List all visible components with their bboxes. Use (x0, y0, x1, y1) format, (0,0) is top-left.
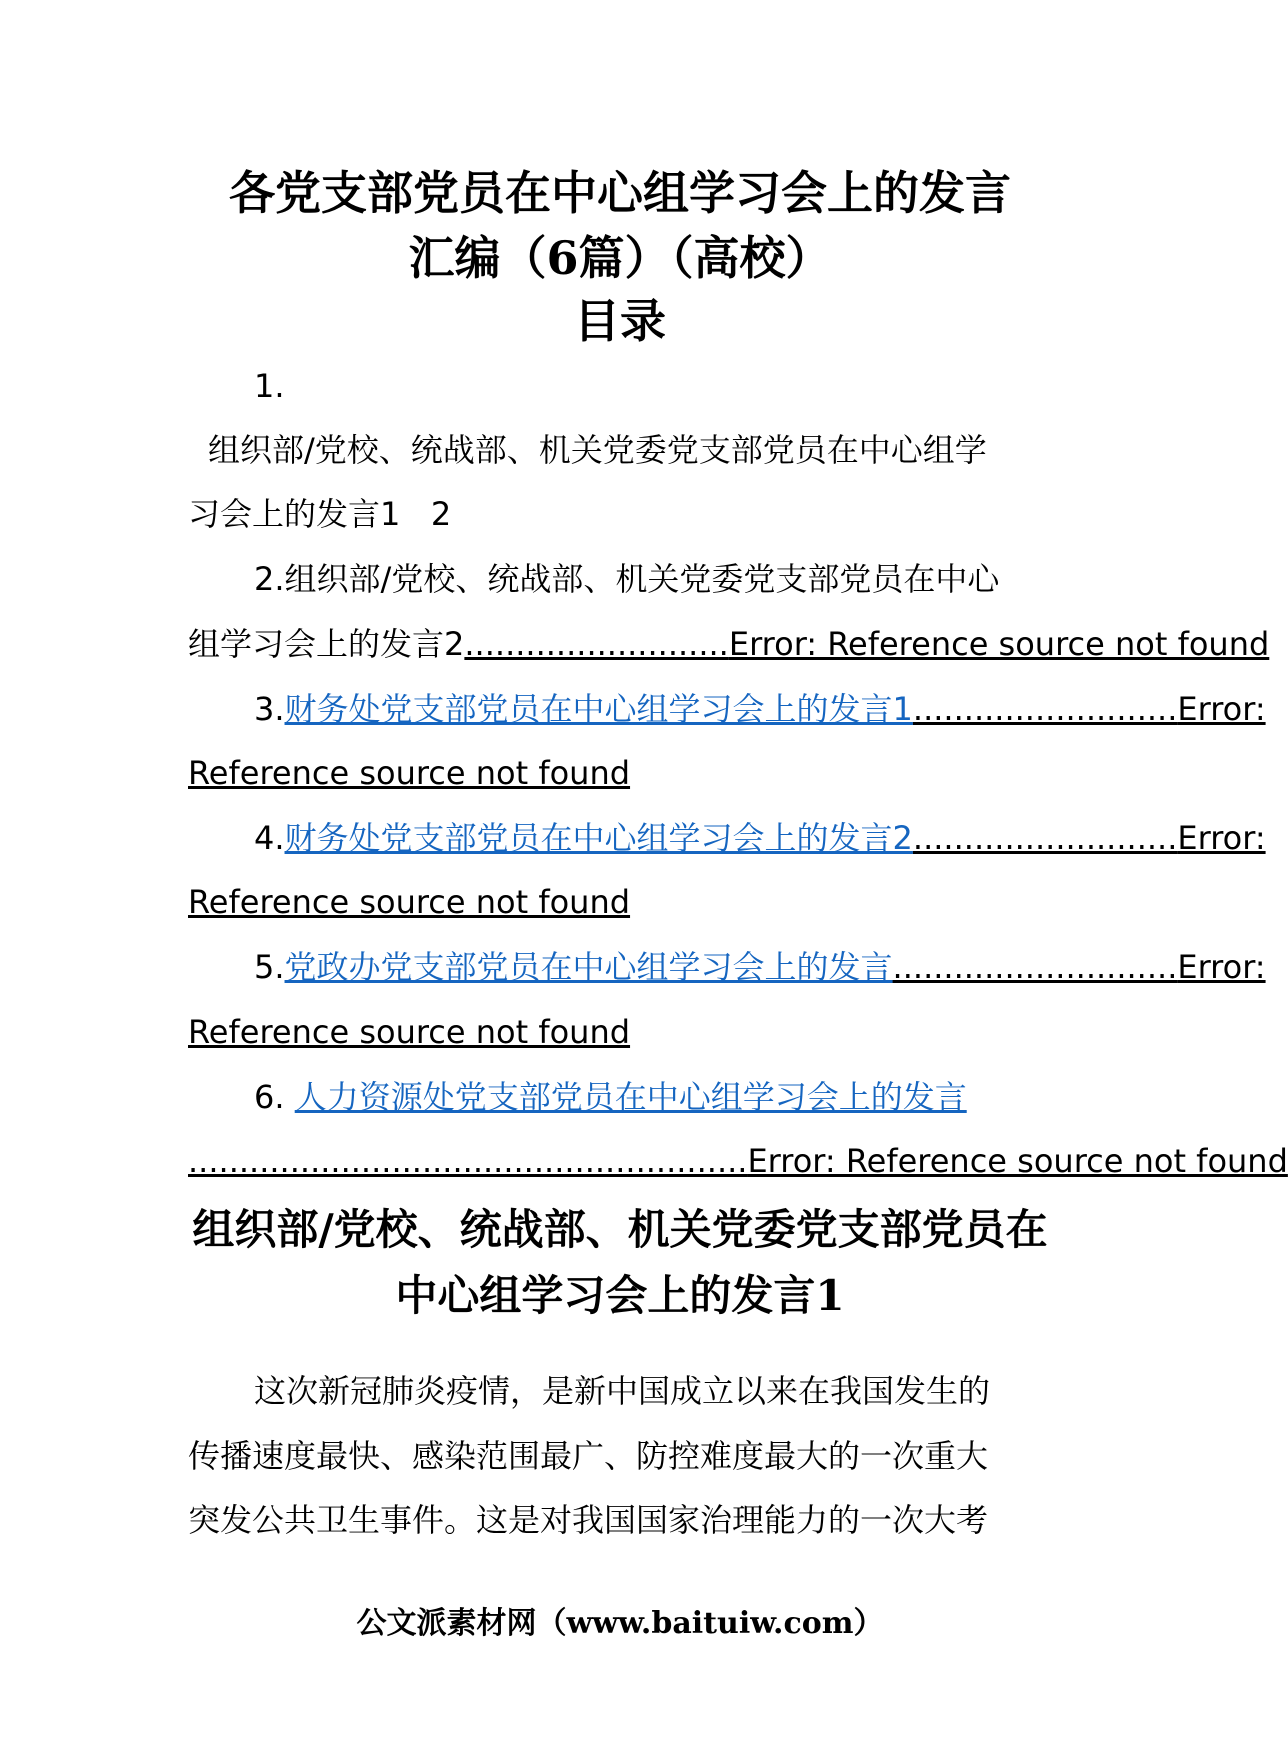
toc-item-4-leader: .......................... (912, 819, 1178, 857)
toc-item-4-line1[interactable] (254, 818, 1266, 858)
toc-item-4-link[interactable]: 财务处党支部党员在中心组学习会上的发言2 (284, 819, 913, 857)
toc-item-3-ref-continued: Reference source not found (188, 754, 631, 792)
body-paragraph-line2: 传播速度最快、感染范围最广、防控难度最大的一次重大 (188, 1437, 989, 1475)
toc-item-5-ref-error: Error: (1177, 948, 1266, 986)
toc-item-5-number: 5. (254, 948, 285, 986)
toc-item-6-line2 (188, 1141, 1288, 1181)
toc-item-6-leader: ....................................................... (188, 1142, 748, 1180)
toc-item-2-title-part1[interactable]: 组织部/党校、统战部、机关党委党支部党员在中心 (284, 560, 1000, 598)
body-paragraph-line1: 这次新冠肺炎疫情，是新中国成立以来在我国发生的 (254, 1372, 991, 1410)
document-title-line2: 汇编（6篇）（高校） (408, 231, 832, 285)
toc-item-3-line1[interactable] (254, 689, 1266, 729)
toc-item-5-link[interactable]: 党政办党支部党员在中心组学习会上的发言 (284, 948, 893, 986)
toc-item-6-ref-error: Error: Reference source not found (747, 1142, 1288, 1180)
toc-item-6-link[interactable]: 人力资源处党支部党员在中心组学习会上的发言 (294, 1078, 967, 1116)
page-footer-watermark: 公文派素材网（www.baituiw.com） (356, 1606, 884, 1641)
toc-item-2-line1[interactable] (254, 559, 999, 599)
toc-item-1-line2[interactable] (188, 494, 451, 534)
toc-item-5-ref-continued: Reference source not found (188, 1013, 631, 1051)
toc-item-1-page: 2 (430, 495, 452, 533)
toc-item-4-ref-continued: Reference source not found (188, 883, 631, 921)
toc-item-3-link[interactable]: 财务处党支部党员在中心组学习会上的发言1 (284, 690, 913, 728)
toc-item-6-line1[interactable] (254, 1077, 967, 1117)
toc-item-1-number: 1. (254, 367, 285, 405)
section-heading-line2: 中心组学习会上的发言1 (395, 1271, 845, 1320)
toc-item-4-number: 4. (254, 819, 285, 857)
toc-item-4-ref-error: Error: (1177, 819, 1266, 857)
toc-heading: 目录 (574, 294, 666, 348)
toc-item-2-ref-error: Error: Reference source not found (728, 625, 1270, 663)
toc-item-3-ref-error: Error: (1177, 690, 1266, 728)
document-title-line1: 各党支部党员在中心组学习会上的发言 (229, 166, 1011, 220)
toc-item-2-number: 2. (254, 560, 285, 598)
toc-item-1-title-part2[interactable]: 习会上的发言1 (188, 495, 401, 533)
toc-item-2-title-part2[interactable]: 组学习会上的发言2 (188, 625, 465, 663)
toc-item-3-leader: .......................... (912, 690, 1178, 728)
toc-item-1-title-part1[interactable]: 组织部/党校、统战部、机关党委党支部党员在中心组学 (208, 431, 987, 469)
body-paragraph-line3: 突发公共卫生事件。这是对我国国家治理能力的一次大考 (188, 1501, 989, 1539)
toc-item-2-line2[interactable] (188, 624, 1269, 664)
section-heading-line1: 组织部/党校、统战部、机关党委党支部党员在 (192, 1205, 1048, 1254)
toc-item-5-leader: ............................ (892, 948, 1178, 986)
toc-item-6-number: 6. (254, 1078, 285, 1116)
toc-item-3-number: 3. (254, 690, 285, 728)
toc-item-2-leader: .......................... (464, 625, 729, 663)
toc-item-5-line1[interactable] (254, 947, 1266, 987)
